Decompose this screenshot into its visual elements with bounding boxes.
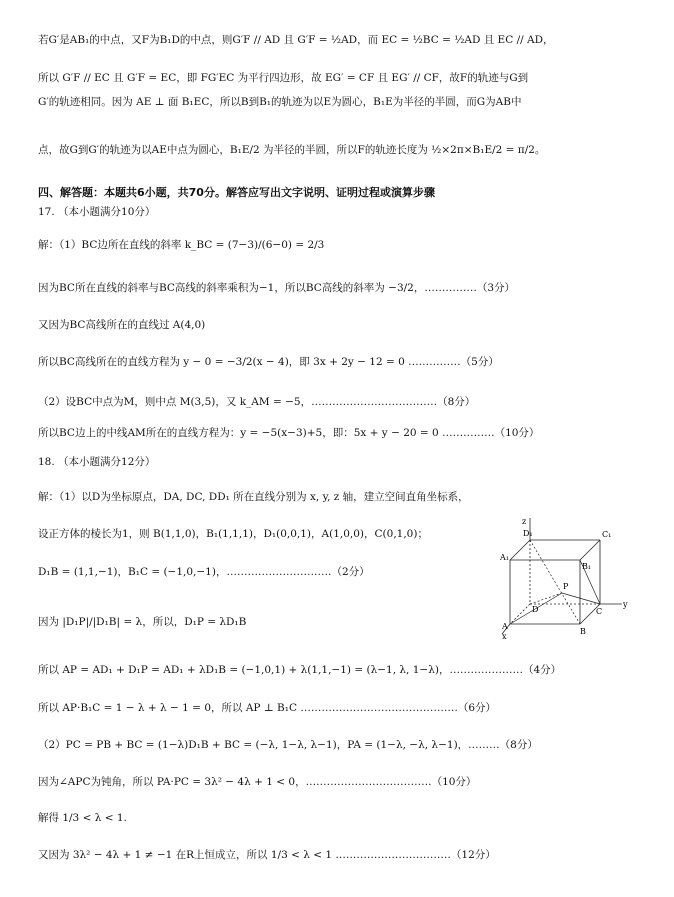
text-line: （2）PC = PB + BC = (1−λ)D₁B + BC = (−λ, 1−λ, λ−1)，PA = (1−λ, −λ, λ−1)，………（8分） xyxy=(38,739,538,751)
cube-diagram xyxy=(500,516,630,640)
text-line: 所以 AP = AD₁ + D₁P = AD₁ + λD₁B = (−1,0,1) + λ(1,1,−1) = (λ−1, λ, 1−λ)，…………………（4分） xyxy=(38,664,562,676)
label-x: x xyxy=(502,632,507,640)
text-line: 解得 1/3 < λ < 1. xyxy=(38,812,127,824)
text-line: 因为∠APC为钝角，所以 PA·PC = 3λ² − 4λ + 1 < 0，………………………………（10分） xyxy=(38,776,477,788)
text-line: 若G′是AB₁的中点，又F为B₁D的中点，则G′F // AD 且 G′F = ½AD，而 EC = ½BC = ½AD 且 EC // AD， xyxy=(38,34,554,46)
label-D1: D₁ xyxy=(523,529,533,538)
text-line: 因为BC所在直线的斜率与BC高线的斜率乘积为−1，所以BC高线的斜率为 −3/2，……………（3分） xyxy=(38,282,516,294)
text-line: 点，故G到G′的轨迹为以AE中点为圆心，B₁E/2 为半径的半圆，所以F的轨迹长度为 ½×2π×B₁E/2 = π/2。 xyxy=(38,144,546,156)
text-line: 18. （本小题满分12分） xyxy=(38,456,156,468)
label-B1: B₁ xyxy=(582,562,592,571)
text-line: 解：（1）BC边所在直线的斜率 k_BC = (7−3)/(6−0) = 2/3 xyxy=(38,239,325,251)
text-line: 又因为BC高线所在的直线过 A(4,0) xyxy=(38,319,206,331)
text-line: 所以 AP·B₁C = 1 − λ + λ − 1 = 0，所以 AP ⊥ B₁C ………………………………………（6分） xyxy=(38,702,497,714)
text-line: G′的轨迹相同。因为 AE ⊥ 面 B₁EC，所以B到B₁的轨迹为以E为圆心，B₁E为半径的半圆，而G为AB中 xyxy=(38,96,522,108)
text-line: 又因为 3λ² − 4λ + 1 ≠ −1 在R上恒成立，所以 1/3 < λ < 1 ……………………………（12分） xyxy=(38,849,496,861)
label-D: D xyxy=(532,605,539,614)
label-B: B xyxy=(580,627,586,636)
text-line: 四、解答题：本题共6小题，共70分。解答应写出文字说明、证明过程或演算步骤 xyxy=(38,186,435,199)
label-y: y xyxy=(623,600,628,609)
text-line: （2）设BC中点为M，则中点 M(3,5)，又 k_AM = −5，………………………………（8分） xyxy=(38,396,476,408)
text-line: 因为 |D₁P|/|D₁B| = λ，所以，D₁P = λD₁B xyxy=(38,616,247,628)
text-line: 设正方体的棱长为1，则 B(1,1,0)，B₁(1,1,1)，D₁(0,0,1)，A(1,0,0)，C(0,1,0)； xyxy=(38,528,428,540)
label-P: P xyxy=(563,582,569,591)
text-line: 解：（1）以D为坐标原点，DA, DC, DD₁ 所在直线分别为 x, y, z 轴，建立空间直角坐标系， xyxy=(38,491,469,503)
text-line: D₁B = (1,1,−1)，B₁C = (−1,0,−1)，…………………………（2分） xyxy=(38,566,370,578)
label-z: z xyxy=(522,517,527,526)
text-line: 所以BC高线所在的直线方程为 y − 0 = −3/2(x − 4)，即 3x + 2y − 12 = 0 ……………（5分） xyxy=(38,356,499,368)
text-line: 所以BC边上的中线AM所在的直线方程为：y = −5(x−3)+5，即：5x + y − 20 = 0 ……………（10分） xyxy=(38,427,540,439)
label-C: C xyxy=(596,607,603,616)
text-line: 17. （本小题满分10分） xyxy=(38,206,156,218)
label-C1: C₁ xyxy=(602,530,612,539)
text-line: 所以 G′F // EC 且 G′F = EC，即 FG′EC 为平行四边形，故 EG′ = CF 且 EG′ // CF，故F的轨迹与G到 xyxy=(38,72,529,84)
label-A1: A₁ xyxy=(500,553,509,562)
label-A: A xyxy=(502,622,508,631)
